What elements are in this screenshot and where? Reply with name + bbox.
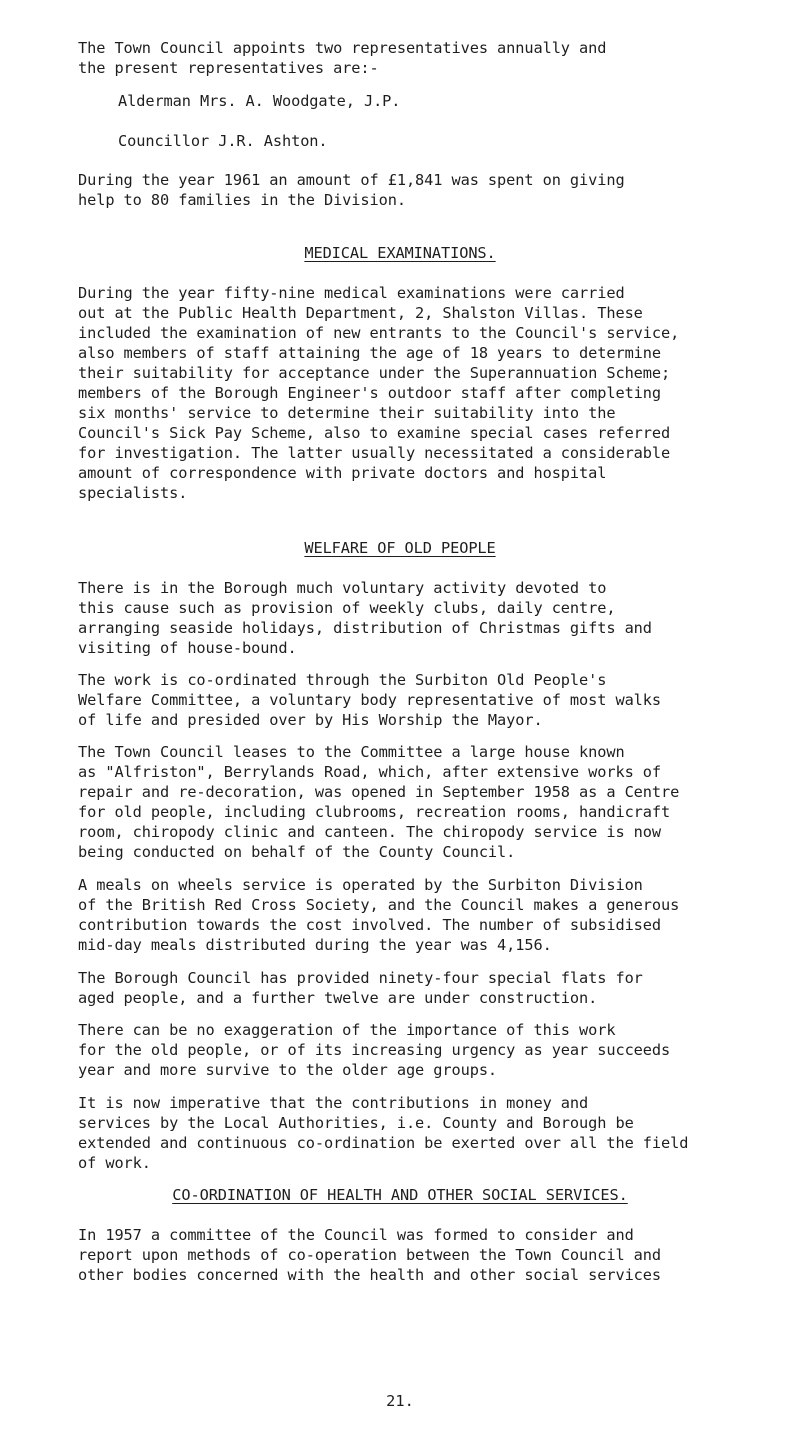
paragraph-representatives-intro: The Town Council appoints two representatives annually and the present representatives are:- [78, 39, 607, 77]
paragraph-coordination: In 1957 a committee of the Council was formed to consider and report upon methods of co-operation between the Town Council and other bodies concerned with the health and other social services [78, 1226, 662, 1284]
section-heading-medical: MEDICAL EXAMINATIONS. [304, 244, 496, 262]
paragraph-medical: During the year fifty-nine medical examinations were carried out at the Public Health Department, 2, Shalston Villas. These included the examination of new entrants to the Council's service, also members of staff attaining the age of 18 years to determine their suitability for acceptance under the Superannuation Scheme; members of the Borough Engineer's outdoor staff after completing six months' service to determine their suitability into the Council's Sick Pay Scheme, also to examine special cases referred for investigation. The latter usually necessitated a considerable amount of correspondence with private doctors and hospital specialists. [78, 284, 680, 502]
paragraph-help-spending: During the year 1961 an amount of £1,841 was spent on giving help to 80 families in the Division. [78, 171, 625, 209]
page-number: 21. [386, 1392, 414, 1410]
section-heading-coordination: CO-ORDINATION OF HEALTH AND OTHER SOCIAL SERVICES. [172, 1186, 628, 1204]
paragraph-welfare: The Town Council leases to the Committee a large house known as "Alfriston", Berrylands Road, which, after extensive works of repair and re-decoration, was opened in September 1958 as a Centre for old people, including clubrooms, recreation rooms, handicraft room, chiropody clinic and canteen. The chiropody service is now being conducted on behalf of the County Council. [78, 743, 680, 861]
paragraph-welfare: A meals on wheels service is operated by the Surbiton Division of the British Red Cross Society, and the Council makes a generous contribution towards the cost involved. The number of subsidised mid-day meals distributed during the year was 4,156. [78, 876, 680, 954]
paragraph-welfare: It is now imperative that the contributions in money and services by the Local Authorities, i.e. County and Borough be extended and continuous co-ordination be exerted over all the field of work. [78, 1094, 689, 1172]
representative-name: Councillor J.R. Ashton. [118, 132, 328, 150]
paragraph-welfare: The work is co-ordinated through the Surbiton Old People's Welfare Committee, a voluntary body representative of most walks of life and presided over by His Worship the Mayor. [78, 671, 662, 729]
paragraph-welfare: The Borough Council has provided ninety-four special flats for aged people, and a further twelve are under construction. [78, 969, 643, 1007]
representative-name: Alderman Mrs. A. Woodgate, J.P. [118, 92, 401, 110]
paragraph-welfare: There is in the Borough much voluntary activity devoted to this cause such as provision of weekly clubs, daily centre, arranging seaside holidays, distribution of Christmas gifts and visiting of house-bound. [78, 579, 652, 657]
section-heading-welfare: WELFARE OF OLD PEOPLE [304, 539, 496, 557]
paragraph-welfare: There can be no exaggeration of the importance of this work for the old people, or of its increasing urgency as year succeeds year and more survive to the older age groups. [78, 1021, 671, 1079]
